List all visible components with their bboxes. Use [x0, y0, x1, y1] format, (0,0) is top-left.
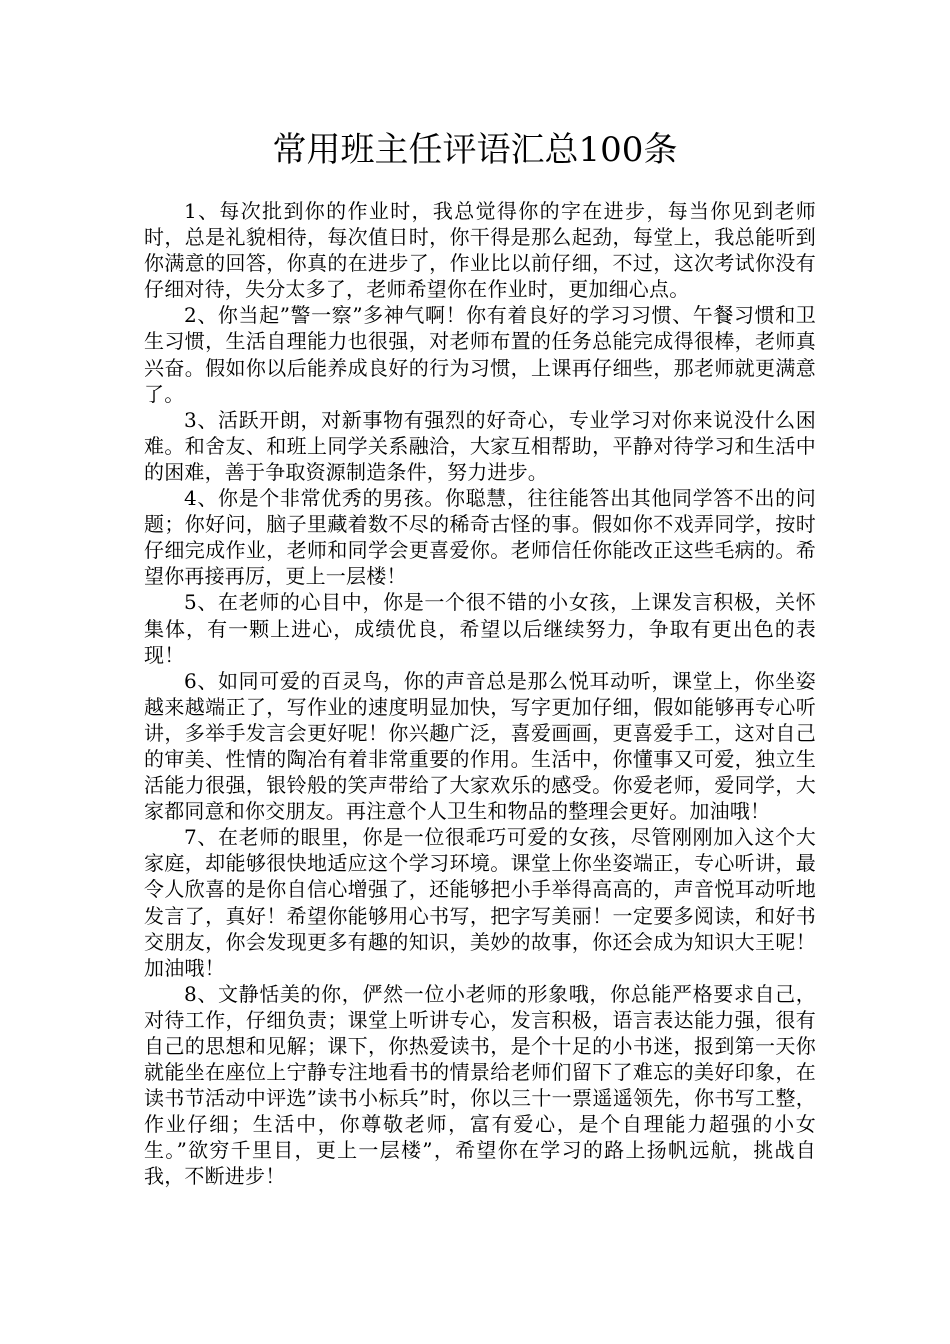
- page-title: 常用班主任评语汇总100条: [272, 130, 678, 170]
- comment-paragraph-7: 7、在老师的眼里，你是一位很乖巧可爱的女孩，尽管刚刚加入这个大家庭，却能够很快地适应这个学习环境。课堂上你坐姿端正，专心听讲，最令人欣喜的是你自信心增强了，还能够把小手举得高高的，声音悦耳动听地发言了，真好！希望你能够用心书写，把字写美丽！一定要多阅读，和好书交朋友，你会发现更多有趣的知识，美妙的故事，你还会成为知识大王呢！加油哦！: [144, 825, 816, 980]
- comment-paragraph-2: 2、你当起”警一察”多神气啊！你有着良好的学习习惯、午餐习惯和卫生习惯，生活自理能力也很强，对老师布置的任务总能完成得很棒，老师真兴奋。假如你以后能养成良好的行为习惯，上课再仔细些，那老师就更满意了。: [144, 303, 816, 406]
- comment-paragraph-8: 8、文静恬美的你，俨然一位小老师的形象哦，你总能严格要求自己，对待工作，仔细负责；课堂上听讲专心，发言积极，语言表达能力强，很有自己的思想和见解；课下，你热爱读书，是个十足的小书迷，报到第一天你就能坐在座位上宁静专注地看书的情景给老师们留下了难忘的美好印象，在读书节活动中评选”读书小标兵”时，你以三十一票遥遥领先，你书写工整，作业仔细；生活中，你尊敬老师，富有爱心，是个自理能力超强的小女生。”欲穷千里目，更上一层楼”，希望你在学习的路上扬帆远航，挑战自我，不断进步！: [144, 981, 816, 1189]
- comment-paragraph-1: 1、每次批到你的作业时，我总觉得你的字在进步，每当你见到老师时，总是礼貌相待，每次值日时，你干得是那么起劲，每堂上，我总能听到你满意的回答，你真的在进步了，作业比以前仔细，不过，这次考试你没有仔细对待，失分太多了，老师希望你在作业时，更加细心点。: [144, 199, 816, 302]
- document-body: [144, 198, 816, 1190]
- comment-paragraph-3: 3、活跃开朗，对新事物有强烈的好奇心，专业学习对你来说没什么困难。和舍友、和班上同学关系融洽，大家互相帮助，平静对待学习和生活中的困难，善于争取资源制造条件，努力进步。: [144, 407, 816, 484]
- comment-paragraph-4: 4、你是个非常优秀的男孩。你聪慧，往往能答出其他同学答不出的问题；你好问，脑子里藏着数不尽的稀奇古怪的事。假如你不戏弄同学，按时仔细完成作业，老师和同学会更喜爱你。老师信任你能改正这些毛病的。希望你再接再厉，更上一层楼！: [144, 486, 816, 589]
- comment-paragraph-5: 5、在老师的心目中，你是一个很不错的小女孩，上课发言积极，关怀集体，有一颗上进心，成绩优良，希望以后继续努力，争取有更出色的表现！: [144, 590, 816, 667]
- comment-paragraph-6: 6、如同可爱的百灵鸟，你的声音总是那么悦耳动听，课堂上，你坐姿越来越端正了，写作业的速度明显加快，写字更加仔细，假如能够再专心听讲，多举手发言会更好呢！你兴趣广泛，喜爱画画，更喜爱手工，这对自己的审美、性情的陶冶有着非常重要的作用。生活中，你懂事又可爱，独立生活能力很强，银铃般的笑声带给了大家欢乐的感受。你爱老师，爱同学，大家都同意和你交朋友。再注意个人卫生和物品的整理会更好。加油哦！: [144, 668, 816, 824]
